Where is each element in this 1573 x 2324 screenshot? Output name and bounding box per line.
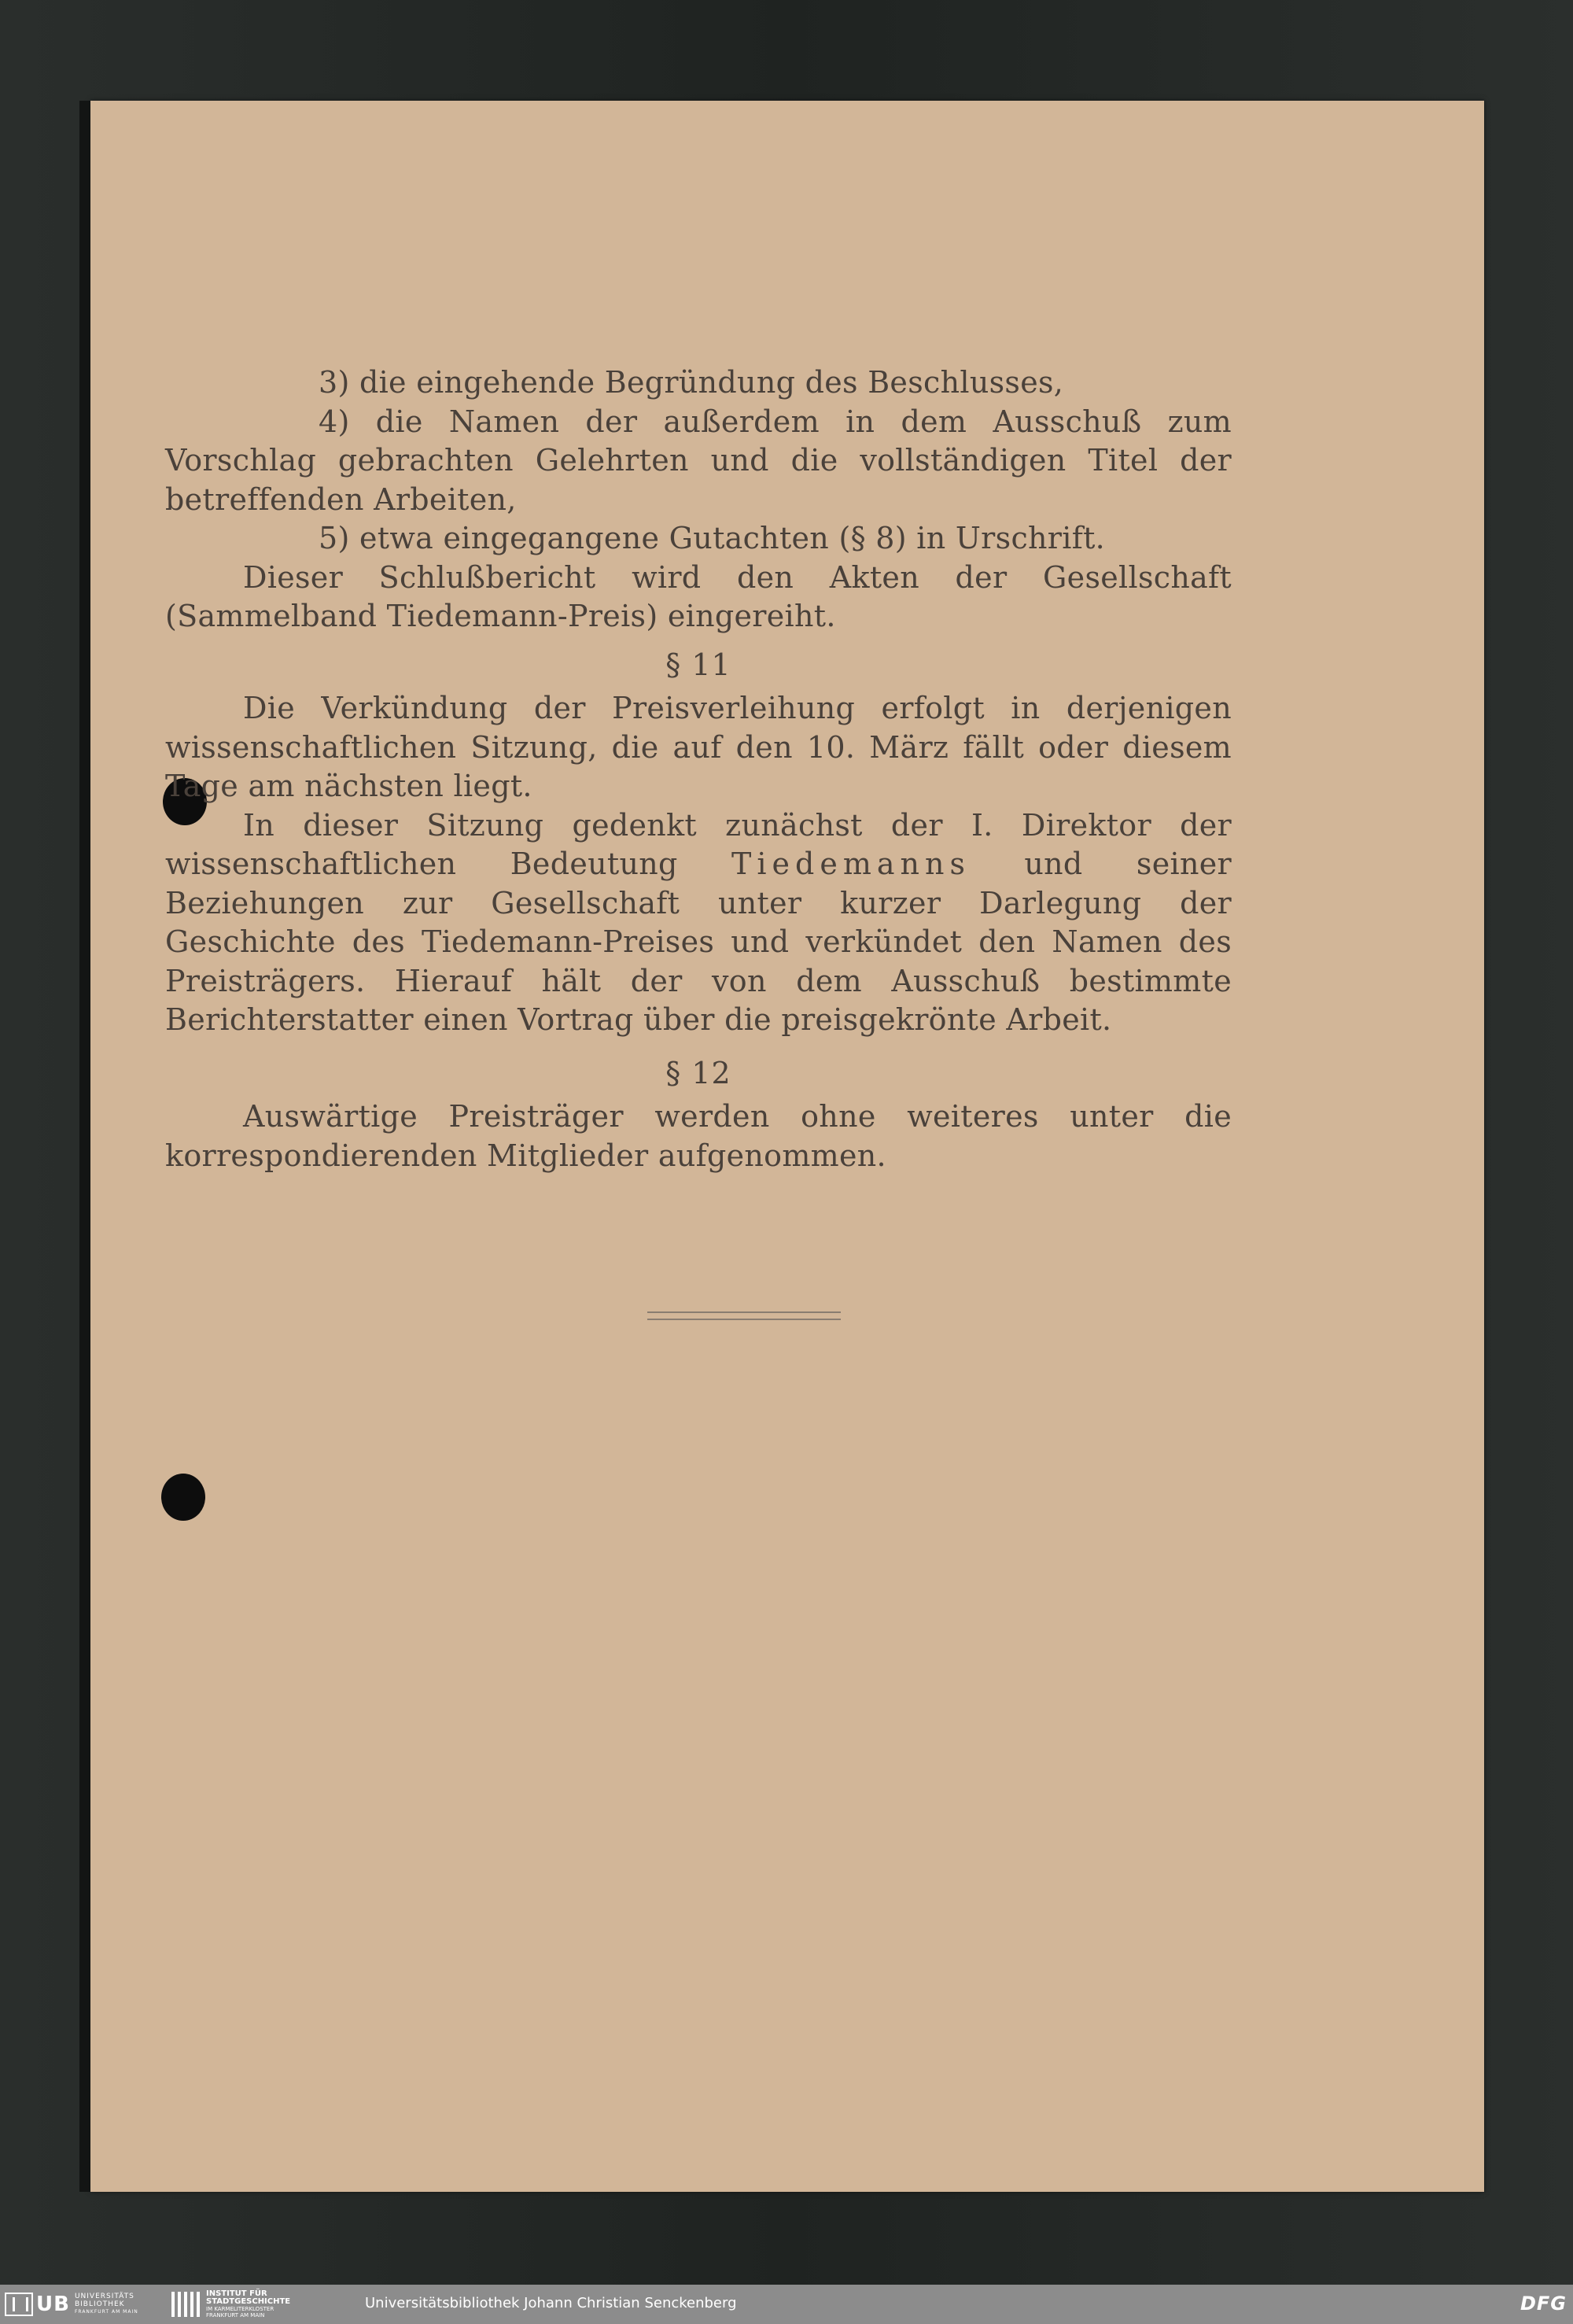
library-name: Universitätsbibliothek Johann Christian Senckenberg — [365, 2295, 737, 2311]
isg-logo-title-line-2: STADTGESCHICHTE — [206, 2297, 291, 2306]
ub-logo-sub-line-3: FRANKFURT AM MAIN — [74, 2309, 138, 2315]
list-item-4-line1: 4) die Namen der außerdem in dem Ausschuß zum — [319, 404, 1232, 439]
isg-logo-sub-line-1: IM KARMELITERKLOSTER — [206, 2306, 274, 2312]
ub-logo-text: UB — [36, 2293, 70, 2316]
punch-hole-lower — [161, 1474, 205, 1521]
document-text — [165, 363, 1232, 1175]
paragraph-schlussbericht: Dieser Schlußbericht wird den Akten der Gesellschaft (Sammelband Tiedemann-Preis) eingereiht. — [165, 559, 1232, 633]
isg-logo-text — [206, 2290, 290, 2318]
section-12-paragraph-1: Auswärtige Preisträger werden ohne weiteres unter die korrespondierenden Mitglieder aufgenommen. — [165, 1099, 1232, 1173]
ub-logo-sub-line-2: BIBLIOTHEK — [74, 2300, 125, 2308]
list-item-3: 3) die eingehende Begründung des Beschlusses, — [319, 365, 1064, 400]
section-11-paragraph-1: Die Verkündung der Preisverleihung erfolgt in derjenigen wissenschaftlichen Sitzung, die auf den 10. März fällt oder diesem Tage am nächsten liegt. — [165, 691, 1232, 803]
ub-logo-subtitle — [75, 2293, 138, 2316]
isg-logo-title-line-1: INSTITUT FÜR — [206, 2289, 267, 2298]
section-11-paragraph-2 — [165, 806, 1232, 1040]
ub-logo-sub-line-1: UNIVERSITÄTS — [74, 2293, 134, 2300]
name-tiedemanns: Tiedemanns — [731, 847, 971, 881]
ub-logo-mark-icon — [5, 2293, 33, 2316]
isg-logo-mark-icon — [171, 2292, 200, 2317]
isg-logo — [171, 2291, 290, 2318]
list-item-4-continuation: Vorschlag gebrachten Gelehrten und die vollständigen Titel der betreffenden Arbeiten, — [165, 443, 1232, 517]
section-11-p2-end: und seiner Beziehungen zur Gesellschaft unter kurzer Darlegung der Geschichte des Tiedemann-Preises und verkündet den Namen des Preisträgers. Hierauf hält der von dem Ausschuß bestimmte Berichterstatter einen Vortrag über die preisgekrönte Arbeit. — [165, 847, 1232, 1037]
section-12-heading: § 12 — [665, 1055, 731, 1090]
dfg-logo: DFG — [1520, 2293, 1567, 2315]
isg-logo-sub-line-2: FRANKFURT AM MAIN — [206, 2312, 265, 2318]
closing-double-rule — [647, 1311, 841, 1320]
ub-logo — [5, 2291, 138, 2318]
list-item-5: 5) etwa eingegangene Gutachten (§ 8) in Urschrift. — [319, 521, 1106, 555]
section-11-heading: § 11 — [665, 647, 731, 682]
footer-bar — [0, 2285, 1573, 2324]
section-11-p2-start: In dieser Sitzung gedenkt zunächst der I. Direktor der wissenschaftlichen Bedeutung — [165, 807, 1232, 881]
